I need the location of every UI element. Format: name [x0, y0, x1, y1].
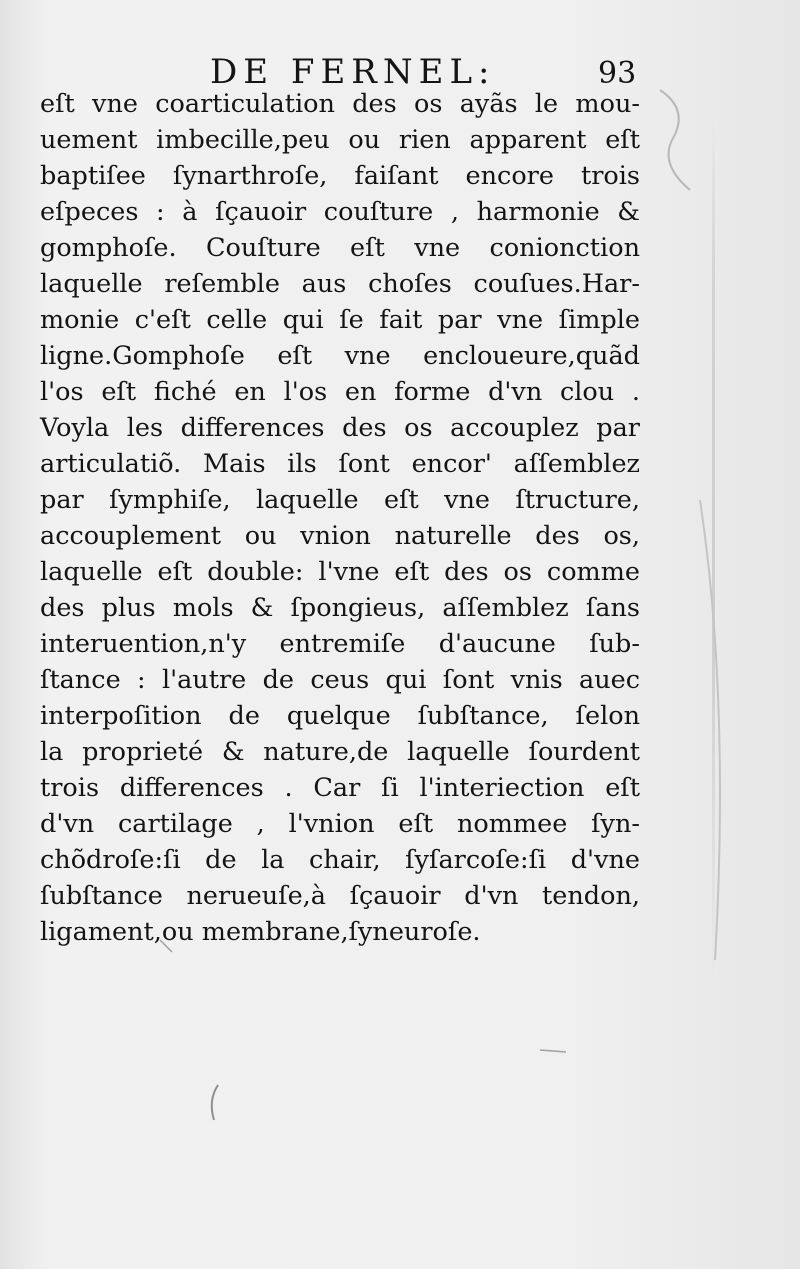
text-line: laquelle eſt double: l'vne eſt des os comme: [40, 557, 640, 587]
page-number: 93: [598, 56, 637, 91]
text-line: monie c'eſt celle qui ſe fait par vne ſimple: [40, 305, 640, 335]
text-line: chõdroſe:ſi de la chair, ſyſarcoſe:ſi d'vne: [40, 845, 640, 875]
text-line: trois differences . Car ſi l'interiection eſt: [40, 773, 640, 803]
stray-mark: [212, 1085, 218, 1120]
page-fold-shadow: [712, 120, 715, 980]
running-head: DE FERNEL:: [210, 52, 496, 92]
text-line: par ſymphiſe, laquelle eſt vne ſtructure,: [40, 485, 640, 515]
text-line: Voyla les differences des os accouplez par: [40, 413, 640, 443]
text-line: baptiſee ſynarthroſe, faiſant encore trois: [40, 161, 640, 191]
text-line: interuention,n'y entremiſe d'aucune ſub-: [40, 629, 640, 659]
text-line: gomphoſe. Couſture eſt vne conionction: [40, 233, 640, 263]
text-line: ſubſtance nerueuſe,à ſçauoir d'vn tendon,: [40, 881, 640, 911]
text-line: la proprieté & nature,de laquelle ſourdent: [40, 737, 640, 767]
text-line: articulatiõ. Mais ils ſont encor' aſſemblez: [40, 449, 640, 479]
body-text: [40, 86, 640, 950]
text-line: ligne.Gomphoſe eſt vne encloueure,quãd: [40, 341, 640, 371]
text-line: laquelle reſemble aus choſes couſues.Har-: [40, 269, 640, 299]
stray-mark-3: [540, 1050, 566, 1052]
text-line: ſtance : l'autre de ceus qui ſont vnis auec: [40, 665, 640, 695]
margin-pencil-mark: [660, 90, 690, 190]
text-line: d'vn cartilage , l'vnion eſt nommee ſyn-: [40, 809, 640, 839]
text-line: l'os eſt fiché en l'os en forme d'vn clou .: [40, 377, 640, 407]
text-line: uement imbecille,peu ou rien apparent eſt: [40, 125, 640, 155]
text-line: eſt vne coarticulation des os ayãs le mou-: [40, 89, 640, 119]
text-line: ligament,ou membrane,ſyneuroſe.: [40, 917, 481, 947]
text-line: des plus mols & ſpongieus, aſſemblez ſans: [40, 593, 640, 623]
text-line: accouplement ou vnion naturelle des os,: [40, 521, 640, 551]
text-line: interpoſition de quelque ſubſtance, ſelon: [40, 701, 640, 731]
text-line: eſpeces : à ſçauoir couſture , harmonie &: [40, 197, 640, 227]
margin-pencil-mark-2: [700, 500, 720, 960]
